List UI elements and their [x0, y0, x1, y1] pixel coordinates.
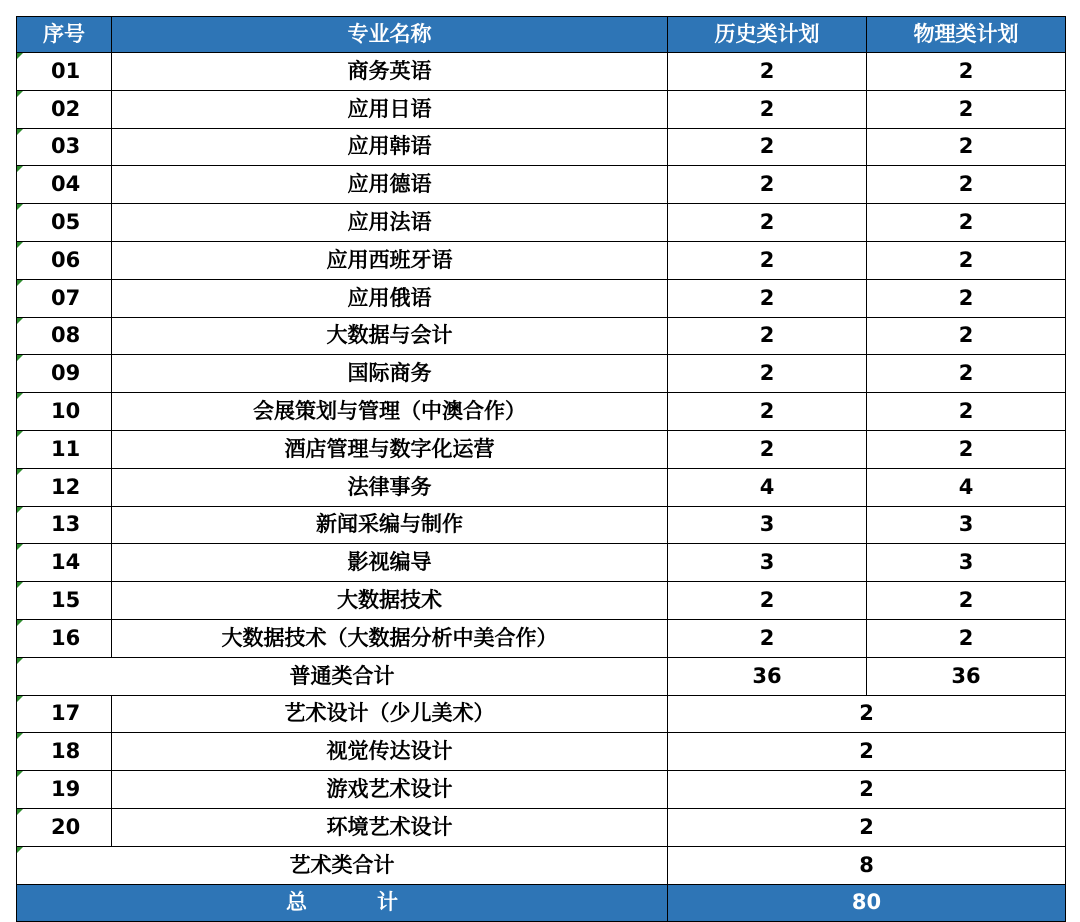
row-major: 游戏艺术设计 — [112, 771, 668, 809]
row-no: 15 — [17, 582, 112, 620]
table-row — [17, 53, 1066, 91]
row-physics-plan: 2 — [867, 430, 1066, 468]
table-row — [17, 355, 1066, 393]
row-history-plan: 4 — [668, 468, 867, 506]
row-no: 19 — [17, 771, 112, 809]
row-history-plan: 2 — [668, 355, 867, 393]
row-physics-plan: 2 — [867, 128, 1066, 166]
row-physics-plan: 2 — [867, 166, 1066, 204]
general-total-label: 普通类合计 — [17, 657, 668, 695]
row-major: 大数据与会计 — [112, 317, 668, 355]
row-no: 14 — [17, 544, 112, 582]
grand-total-label — [17, 884, 668, 922]
art-total-row — [17, 846, 1066, 884]
row-physics-plan: 2 — [867, 619, 1066, 657]
row-major: 会展策划与管理（中澳合作） — [112, 393, 668, 431]
row-major: 法律事务 — [112, 468, 668, 506]
table-row — [17, 166, 1066, 204]
table-row — [17, 279, 1066, 317]
row-major: 应用俄语 — [112, 279, 668, 317]
table-row — [17, 808, 1066, 846]
row-physics-plan: 2 — [867, 393, 1066, 431]
row-physics-plan: 2 — [867, 204, 1066, 242]
row-art-plan: 2 — [668, 771, 1066, 809]
row-history-plan: 2 — [668, 166, 867, 204]
table-row — [17, 468, 1066, 506]
row-no: 05 — [17, 204, 112, 242]
row-no: 12 — [17, 468, 112, 506]
row-no: 10 — [17, 393, 112, 431]
table-row — [17, 733, 1066, 771]
row-major: 应用德语 — [112, 166, 668, 204]
row-major: 大数据技术 — [112, 582, 668, 620]
header-physics-plan: 物理类计划 — [867, 17, 1066, 53]
row-major: 应用西班牙语 — [112, 241, 668, 279]
table-row — [17, 204, 1066, 242]
table-row — [17, 544, 1066, 582]
table-row — [17, 771, 1066, 809]
row-history-plan: 2 — [668, 279, 867, 317]
row-major: 视觉传达设计 — [112, 733, 668, 771]
row-history-plan: 3 — [668, 506, 867, 544]
row-major: 应用日语 — [112, 90, 668, 128]
row-no: 02 — [17, 90, 112, 128]
row-major: 大数据技术（大数据分析中美合作） — [112, 619, 668, 657]
art-total-label: 艺术类合计 — [17, 846, 668, 884]
row-major: 国际商务 — [112, 355, 668, 393]
row-no: 04 — [17, 166, 112, 204]
table-row — [17, 582, 1066, 620]
row-physics-plan: 2 — [867, 90, 1066, 128]
grand-total-value: 80 — [668, 884, 1066, 922]
row-physics-plan: 3 — [867, 506, 1066, 544]
row-no: 09 — [17, 355, 112, 393]
row-history-plan: 2 — [668, 582, 867, 620]
general-total-history: 36 — [668, 657, 867, 695]
row-no: 18 — [17, 733, 112, 771]
row-major: 酒店管理与数字化运营 — [112, 430, 668, 468]
row-art-plan: 2 — [668, 808, 1066, 846]
grand-total-row — [17, 884, 1066, 922]
general-total-row — [17, 657, 1066, 695]
row-art-plan: 2 — [668, 695, 1066, 733]
row-no: 20 — [17, 808, 112, 846]
table-row — [17, 90, 1066, 128]
row-major: 环境艺术设计 — [112, 808, 668, 846]
row-history-plan: 2 — [668, 90, 867, 128]
row-history-plan: 2 — [668, 128, 867, 166]
row-history-plan: 2 — [668, 393, 867, 431]
header-row — [17, 17, 1066, 53]
table-row — [17, 393, 1066, 431]
row-major: 新闻采编与制作 — [112, 506, 668, 544]
row-major: 商务英语 — [112, 53, 668, 91]
row-physics-plan: 2 — [867, 355, 1066, 393]
row-no: 07 — [17, 279, 112, 317]
row-history-plan: 2 — [668, 204, 867, 242]
row-physics-plan: 3 — [867, 544, 1066, 582]
row-no: 06 — [17, 241, 112, 279]
row-major: 应用韩语 — [112, 128, 668, 166]
row-history-plan: 2 — [668, 619, 867, 657]
grand-total-label-part2: 计 — [377, 890, 398, 915]
table-row — [17, 128, 1066, 166]
row-history-plan: 2 — [668, 430, 867, 468]
row-no: 11 — [17, 430, 112, 468]
table-row — [17, 506, 1066, 544]
row-history-plan: 2 — [668, 53, 867, 91]
row-art-plan: 2 — [668, 733, 1066, 771]
header-history-plan: 历史类计划 — [668, 17, 867, 53]
header-no: 序号 — [17, 17, 112, 53]
art-total-value: 8 — [668, 846, 1066, 884]
row-history-plan: 2 — [668, 241, 867, 279]
row-no: 08 — [17, 317, 112, 355]
row-no: 01 — [17, 53, 112, 91]
grand-total-label-part1: 总 — [286, 890, 307, 915]
cell-corner-marker — [17, 658, 23, 664]
row-no: 03 — [17, 128, 112, 166]
row-physics-plan: 2 — [867, 53, 1066, 91]
row-no: 13 — [17, 506, 112, 544]
row-physics-plan: 2 — [867, 279, 1066, 317]
table-row — [17, 619, 1066, 657]
row-physics-plan: 4 — [867, 468, 1066, 506]
row-major: 艺术设计（少儿美术） — [112, 695, 668, 733]
general-total-physics: 36 — [867, 657, 1066, 695]
cell-corner-marker — [17, 847, 23, 853]
header-major: 专业名称 — [112, 17, 668, 53]
row-history-plan: 3 — [668, 544, 867, 582]
row-physics-plan: 2 — [867, 241, 1066, 279]
table-row — [17, 430, 1066, 468]
row-physics-plan: 2 — [867, 317, 1066, 355]
table-row — [17, 317, 1066, 355]
table-row — [17, 695, 1066, 733]
table-row — [17, 241, 1066, 279]
row-major: 应用法语 — [112, 204, 668, 242]
row-no: 16 — [17, 619, 112, 657]
row-physics-plan: 2 — [867, 582, 1066, 620]
row-history-plan: 2 — [668, 317, 867, 355]
row-major: 影视编导 — [112, 544, 668, 582]
row-no: 17 — [17, 695, 112, 733]
enrollment-plan-table — [16, 16, 1066, 922]
